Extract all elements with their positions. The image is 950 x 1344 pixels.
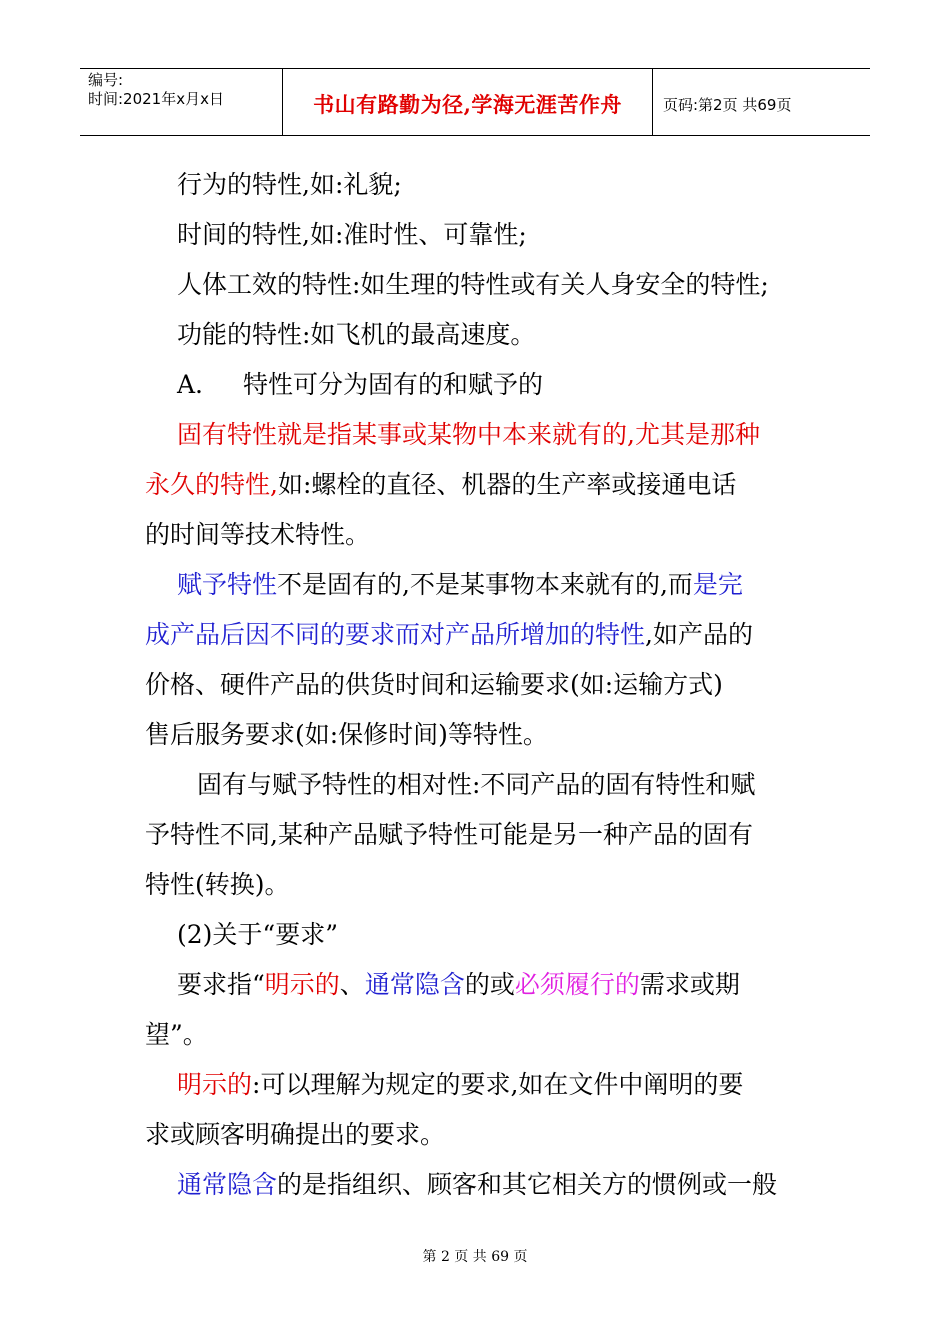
serial-label: 编号: bbox=[88, 71, 124, 89]
highlight-blue: 通常隐含 bbox=[364, 970, 465, 999]
text: 不是固有的,不是某事物本来就有的,而 bbox=[277, 570, 693, 599]
time-label: 时间:2021年x月x日 bbox=[88, 90, 224, 108]
page-footer: 第 2 页 共 69 页 bbox=[422, 1249, 528, 1265]
text: (2)关于“要求” bbox=[177, 920, 338, 949]
text: 价格、硬件产品的供货时间和运输要求(如:运输方式) bbox=[145, 670, 723, 699]
text: 售后服务要求(如:保修时间)等特性。 bbox=[145, 720, 548, 749]
paragraph-line bbox=[145, 1110, 810, 1160]
highlight-blue: 赋予特性 bbox=[177, 570, 278, 599]
paragraph-line bbox=[145, 610, 810, 660]
highlight-blue: 成产品后因不同的要求而对产品所增加的特性 bbox=[145, 620, 646, 649]
text: 、 bbox=[339, 970, 365, 999]
paragraph-line bbox=[145, 1010, 810, 1060]
text: 的是指组织、顾客和其它相关方的惯例或一般 bbox=[277, 1170, 778, 1199]
text: 固有与赋予特性的相对性:不同产品的固有特性和赋 bbox=[197, 770, 756, 799]
text: ,如产品的 bbox=[645, 620, 753, 649]
text: 需求或期 bbox=[639, 970, 740, 999]
document-body bbox=[145, 160, 810, 1210]
section-heading-2 bbox=[145, 910, 810, 960]
text: 要求指“ bbox=[177, 970, 265, 999]
paragraph-line bbox=[145, 960, 810, 1010]
text: 特性可分为固有的和赋予的 bbox=[243, 370, 544, 399]
highlight-magenta: 必须履行的 bbox=[514, 970, 640, 999]
paragraph-line bbox=[145, 510, 810, 560]
highlight-red: 明示的 bbox=[177, 1070, 253, 1099]
highlight-blue: 通常隐含 bbox=[177, 1170, 278, 1199]
list-number: A. bbox=[177, 370, 204, 399]
highlight-red: 永久的特性, bbox=[145, 470, 278, 499]
paragraph-line bbox=[145, 310, 810, 360]
paragraph-line bbox=[145, 1160, 810, 1210]
paragraph-line bbox=[145, 1060, 810, 1110]
text: 求或顾客明确提出的要求。 bbox=[145, 1120, 446, 1149]
paragraph-line bbox=[145, 860, 810, 910]
text: 时间的特性,如:准时性、可靠性; bbox=[177, 220, 527, 249]
text: 的时间等技术特性。 bbox=[145, 520, 371, 549]
section-heading-a bbox=[145, 360, 810, 410]
text: 予特性不同,某种产品赋予特性可能是另一种产品的固有 bbox=[145, 820, 753, 849]
highlight-blue: 是完 bbox=[692, 570, 743, 599]
paragraph-line bbox=[145, 760, 810, 810]
text: 人体工效的特性:如生理的特性或有关人身安全的特性; bbox=[177, 270, 769, 299]
text: 特性(转换)。 bbox=[145, 870, 290, 899]
text: 如:螺栓的直径、机器的生产率或接通电话 bbox=[277, 470, 737, 499]
text: 望”。 bbox=[145, 1020, 208, 1049]
paragraph-line bbox=[145, 660, 810, 710]
page-header bbox=[80, 68, 870, 136]
paragraph-line bbox=[145, 160, 810, 210]
text: 功能的特性:如飞机的最高速度。 bbox=[177, 320, 536, 349]
text: :可以理解为规定的要求,如在文件中阐明的要 bbox=[252, 1070, 744, 1099]
paragraph-line bbox=[145, 810, 810, 860]
text: 的或 bbox=[464, 970, 515, 999]
paragraph-line bbox=[145, 560, 810, 610]
text: 行为的特性,如:礼貌; bbox=[177, 170, 402, 199]
header-meta bbox=[80, 69, 283, 135]
paragraph-line bbox=[145, 210, 810, 260]
paragraph-line bbox=[145, 260, 810, 310]
header-motto: 书山有路勤为径,学海无涯苦作舟 bbox=[283, 69, 653, 135]
paragraph-line bbox=[145, 460, 810, 510]
paragraph-line bbox=[145, 710, 810, 760]
highlight-red: 明示的 bbox=[264, 970, 340, 999]
highlight-red: 固有特性就是指某事或某物中本来就有的,尤其是那种 bbox=[177, 420, 760, 449]
header-page-info: 页码:第2页 共69页 bbox=[663, 95, 792, 114]
paragraph-line bbox=[145, 410, 810, 460]
